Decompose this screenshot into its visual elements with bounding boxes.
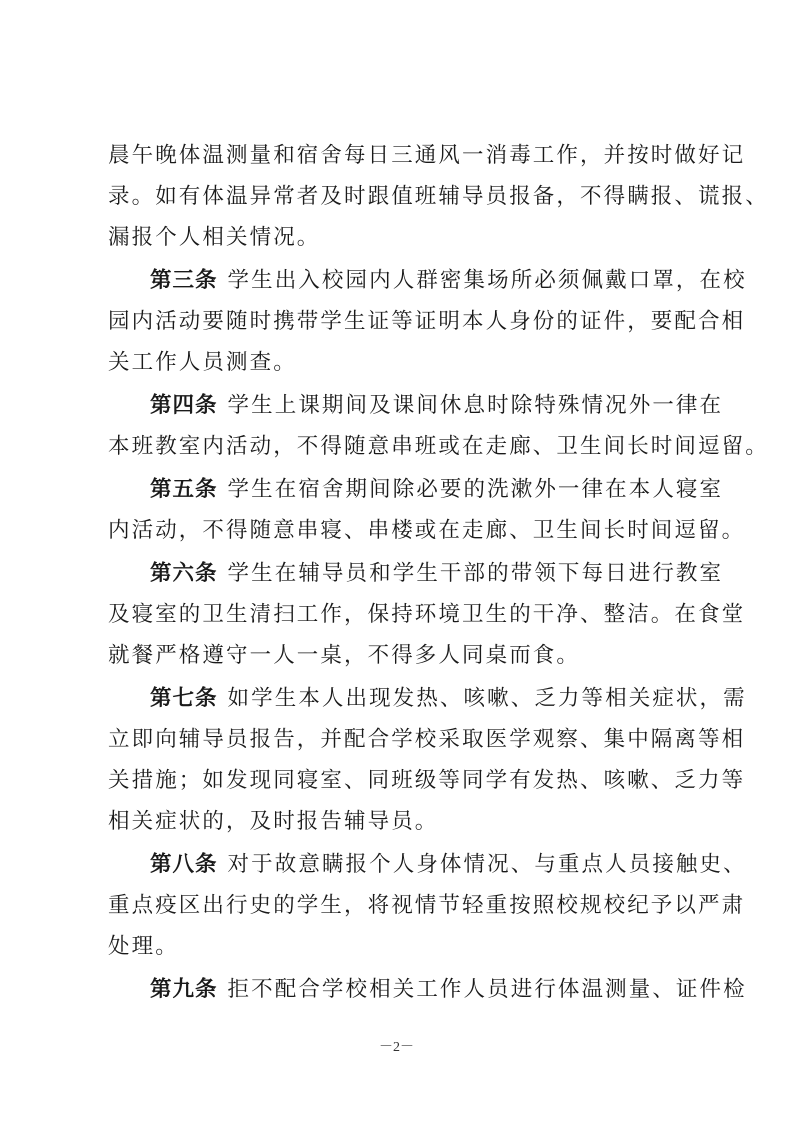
page-number: －2－ bbox=[379, 1040, 414, 1055]
text-line: 本班教室内活动，不得随意串班或在走廊、卫生间长时间逗留。 bbox=[108, 434, 769, 459]
article-text: 学生上课期间及课间休息时除特殊情况外一律在 bbox=[227, 393, 724, 418]
text-line: 关措施；如发现同寝室、同班级等同学有发热、咳嗽、乏力等 bbox=[108, 768, 746, 793]
article-4-label: 第四条 bbox=[150, 393, 218, 418]
text-line: 内活动，不得随意串寝、串楼或在走廊、卫生间长时间逗留。 bbox=[108, 518, 746, 543]
article-text: 拒不配合学校相关工作人员进行体温测量、证件检 bbox=[227, 977, 747, 1002]
text-line: 相关症状的，及时报告辅导员。 bbox=[108, 809, 439, 834]
article-5-label: 第五条 bbox=[150, 477, 218, 502]
text-line: 漏报个人相关情况。 bbox=[108, 225, 321, 250]
article-7-label: 第七条 bbox=[150, 686, 218, 711]
text-line: 录。如有体温异常者及时跟值班辅导员报备，不得瞒报、谎报、 bbox=[108, 184, 769, 209]
text-line: 就餐严格遵守一人一桌，不得多人同桌而食。 bbox=[108, 643, 581, 668]
text-line: 园内活动要随时携带学生证等证明本人身份的证件，要配合相 bbox=[108, 309, 746, 334]
article-text: 学生出入校园内人群密集场所必须佩戴口罩，在校 bbox=[227, 268, 747, 293]
article-9-label: 第九条 bbox=[150, 977, 218, 1002]
text-line: 处理。 bbox=[108, 934, 179, 959]
article-3-line bbox=[150, 264, 747, 298]
text-line: 立即向辅导员报告，并配合学校采取医学观察、集中隔离等相 bbox=[108, 727, 746, 752]
article-4-line bbox=[150, 389, 724, 423]
text-line: 及寝室的卫生清扫工作，保持环境卫生的干净、整洁。在食堂 bbox=[108, 602, 746, 627]
text-line: 重点疫区出行史的学生，将视情节轻重按照校规校纪予以严肃 bbox=[108, 893, 746, 918]
article-text: 如学生本人出现发热、咳嗽、乏力等相关症状，需 bbox=[227, 686, 747, 711]
article-8-line bbox=[150, 848, 747, 882]
article-6-label: 第六条 bbox=[150, 561, 218, 586]
article-7-line bbox=[150, 682, 747, 716]
article-text: 对于故意瞒报个人身体情况、与重点人员接触史、 bbox=[227, 852, 747, 877]
text-line: 关工作人员测查。 bbox=[108, 350, 297, 375]
article-9-line bbox=[150, 973, 747, 1007]
article-5-line bbox=[150, 473, 724, 507]
article-3-label: 第三条 bbox=[150, 268, 218, 293]
article-text: 学生在辅导员和学生干部的带领下每日进行教室 bbox=[227, 561, 724, 586]
article-text: 学生在宿舍期间除必要的洗漱外一律在本人寝室 bbox=[227, 477, 724, 502]
article-6-line bbox=[150, 557, 724, 591]
article-8-label: 第八条 bbox=[150, 852, 218, 877]
text-line: 晨午晚体温测量和宿舍每日三通风一消毒工作，并按时做好记 bbox=[108, 143, 746, 168]
